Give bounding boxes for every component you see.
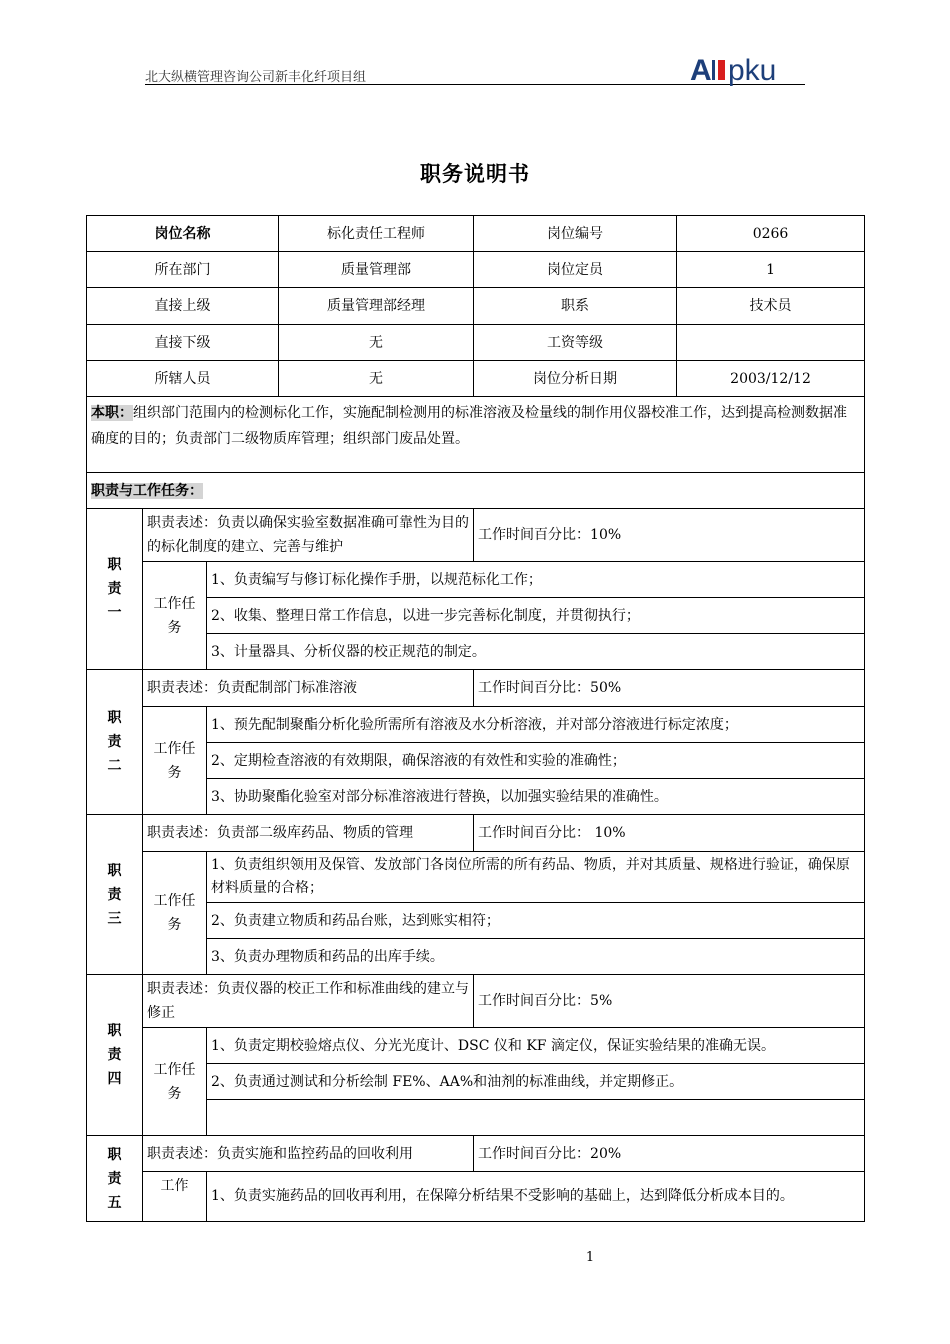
mission-row (87, 397, 865, 473)
header-company: 北大纵横管理咨询公司新丰化纤项目组 (145, 70, 367, 85)
duties-header-cell (87, 473, 865, 509)
duty-desc-row (87, 670, 865, 707)
task-label: 工作任务 (143, 852, 207, 975)
page-title: 职务说明书 (420, 162, 530, 186)
task-row (87, 707, 865, 743)
task-item: 2、收集、整理日常工作信息，以进一步完善标化制度，并贯彻执行； (207, 598, 865, 634)
info-value: 质量管理部经理 (279, 288, 474, 325)
info-label: 直接下级 (87, 325, 279, 361)
task-item: 1、负责组织领用及保管、发放部门各岗位所需的所有药品、物质，并对其质量、规格进行验证，确保原材料质量的合格； (207, 852, 865, 903)
job-description-table (86, 215, 865, 1222)
info-label: 工资等级 (474, 325, 677, 361)
duty-time-percentage: 工作时间百分比：20% (474, 1136, 865, 1172)
info-value: 无 (279, 361, 474, 397)
duty-description: 职责表述：负责实施和监控药品的回收利用 (143, 1136, 474, 1172)
duty-label-3: 职 责 三 (87, 815, 143, 975)
svg-text:pku: pku (728, 54, 777, 86)
duty-label-2: 职 责 二 (87, 670, 143, 815)
task-row (87, 852, 865, 903)
duty-desc-row (87, 975, 865, 1028)
info-value: 0266 (677, 216, 865, 252)
svg-text:A: A (690, 54, 712, 86)
duty-description: 职责表述：负责以确保实验室数据准确可靠性为目的的标化制度的建立、完善与维护 (143, 509, 474, 562)
duty-label-4: 职 责 四 (87, 975, 143, 1136)
info-row (87, 252, 865, 288)
info-label: 岗位编号 (474, 216, 677, 252)
info-value: 技术员 (677, 288, 865, 325)
info-value: 标化责任工程师 (279, 216, 474, 252)
info-label: 岗位定员 (474, 252, 677, 288)
task-item: 2、定期检查溶液的有效期限，确保溶液的有效性和实验的准确性； (207, 743, 865, 779)
task-item: 2、负责通过测试和分析绘制 FE%、AA%和油剂的标准曲线，并定期修正。 (207, 1064, 865, 1100)
info-label: 岗位名称 (87, 216, 279, 252)
info-label: 所辖人员 (87, 361, 279, 397)
task-item: 3、计量器具、分析仪器的校正规范的制定。 (207, 634, 865, 670)
duty-time-percentage: 工作时间百分比：50% (474, 670, 865, 707)
task-item: 1、负责实施药品的回收再利用，在保障分析结果不受影响的基础上，达到降低分析成本目的。 (207, 1172, 865, 1222)
info-row (87, 288, 865, 325)
task-item: 1、预先配制聚酯分析化验所需所有溶液及水分析溶液，并对部分溶液进行标定浓度； (207, 707, 865, 743)
duty-desc-row (87, 1136, 865, 1172)
task-item: 2、负责建立物质和药品台账，达到账实相符； (207, 903, 865, 939)
task-label: 工作任务 (143, 707, 207, 815)
task-row (87, 1028, 865, 1064)
duty-desc-row (87, 509, 865, 562)
task-label: 工作任务 (143, 1028, 207, 1136)
duty-description: 职责表述：负责仪器的校正工作和标准曲线的建立与修正 (143, 975, 474, 1028)
duty-time-percentage: 工作时间百分比：10% (474, 509, 865, 562)
task-item (207, 1100, 865, 1136)
company-logo (690, 52, 808, 86)
task-item: 3、协助聚酯化验室对部分标准溶液进行替换，以加强实验结果的准确性。 (207, 779, 865, 815)
info-row (87, 361, 865, 397)
info-label: 直接上级 (87, 288, 279, 325)
task-row (87, 562, 865, 598)
mission-label: 本职： (91, 405, 133, 421)
task-label: 工作 (143, 1172, 207, 1222)
info-value: 质量管理部 (279, 252, 474, 288)
duty-description: 职责表述：负责部二级库药品、物质的管理 (143, 815, 474, 852)
duty-label-5: 职 责 五 (87, 1136, 143, 1222)
task-label: 工作任务 (143, 562, 207, 670)
task-item: 3、负责办理物质和药品的出库手续。 (207, 939, 865, 975)
task-row (87, 1172, 865, 1222)
duty-time-percentage: 工作时间百分比：5% (474, 975, 865, 1028)
info-value: 2003/12/12 (677, 361, 865, 397)
task-item: 1、负责定期校验熔点仪、分光光度计、DSC 仪和 KF 滴定仪，保证实验结果的准确无误。 (207, 1028, 865, 1064)
duty-label-1: 职 责 一 (87, 509, 143, 670)
mission-cell (87, 397, 865, 473)
info-row (87, 216, 865, 252)
mission-text: 组织部门范围内的检测标化工作，实施配制检测用的标准溶液及检量线的制作用仪器校准工作，达到提高检测数据准确度的目的；负责部门二级物质库管理；组织部门废品处置。 (91, 405, 847, 447)
info-value: 无 (279, 325, 474, 361)
duty-desc-row (87, 815, 865, 852)
duty-time-percentage: 工作时间百分比： 10% (474, 815, 865, 852)
info-label: 职系 (474, 288, 677, 325)
info-label: 岗位分析日期 (474, 361, 677, 397)
info-row (87, 325, 865, 361)
info-value: 1 (677, 252, 865, 288)
info-value (677, 325, 865, 361)
duties-header: 职责与工作任务： (91, 482, 203, 499)
duty-description: 职责表述：负责配制部门标准溶液 (143, 670, 474, 707)
info-label: 所在部门 (87, 252, 279, 288)
page-number: 1 (585, 1250, 595, 1265)
task-item: 1、负责编写与修订标化操作手册，以规范标化工作； (207, 562, 865, 598)
duties-header-row (87, 473, 865, 509)
